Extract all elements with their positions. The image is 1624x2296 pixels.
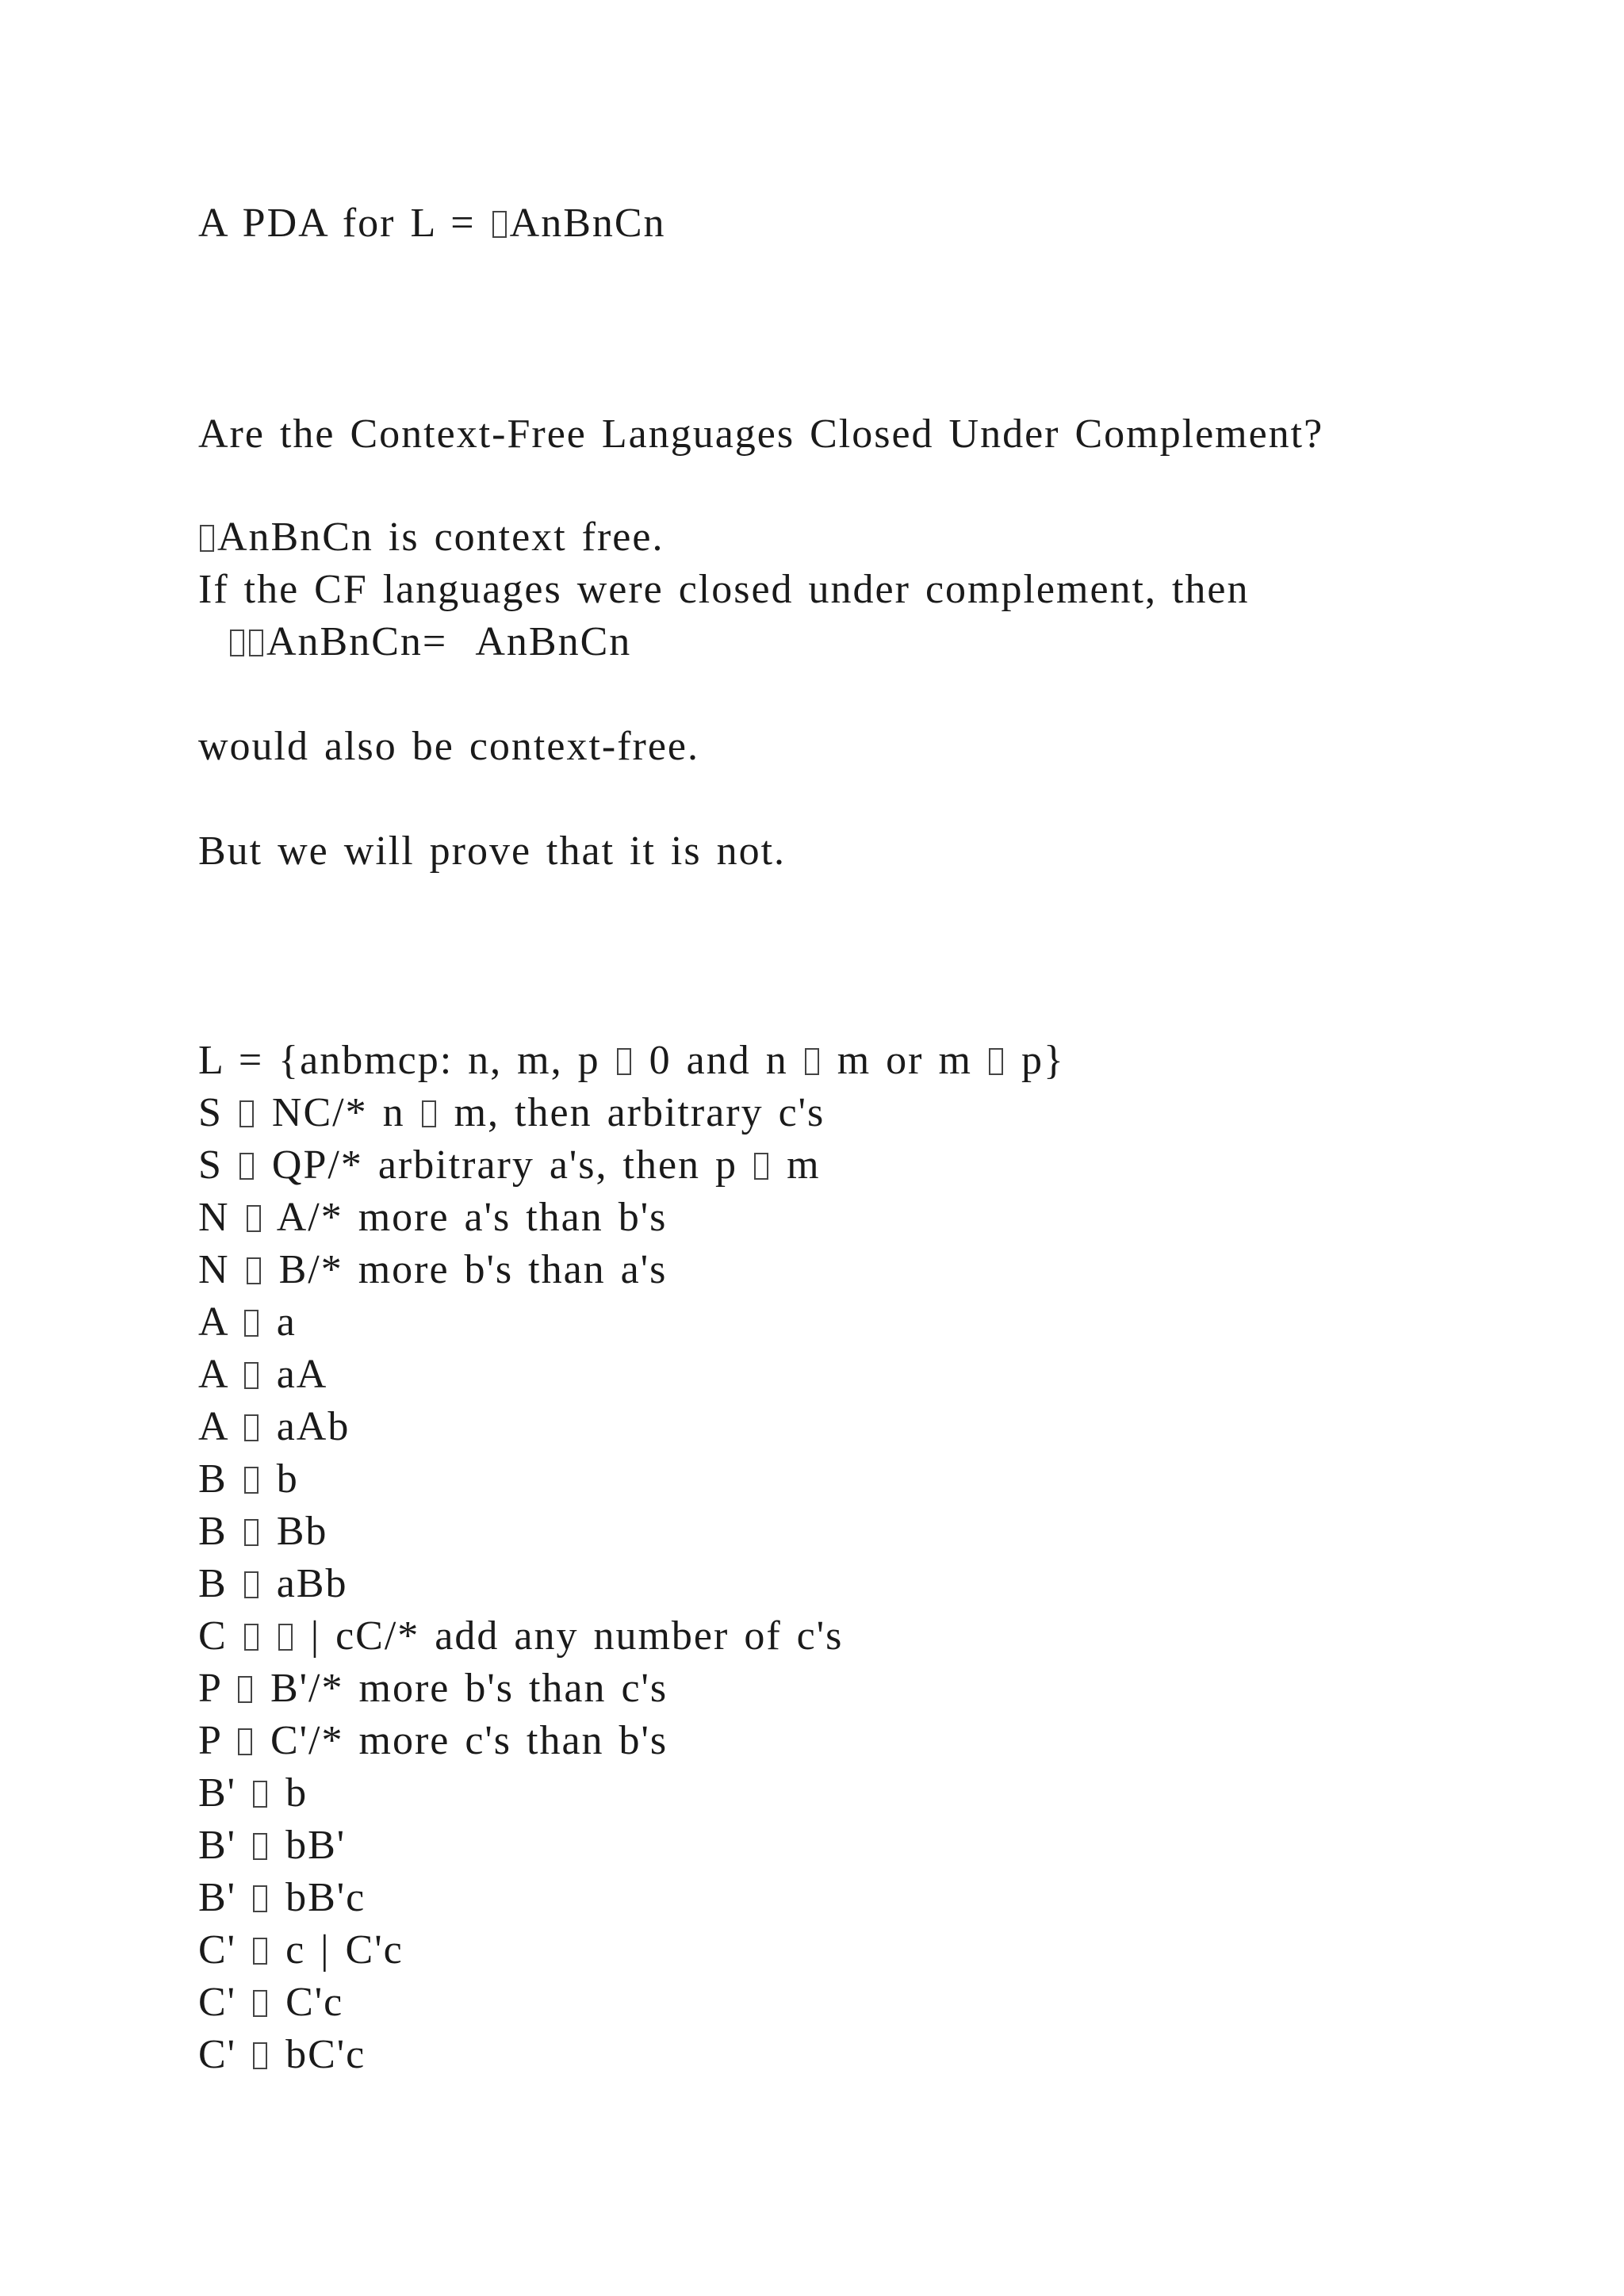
missing-glyph-box (244, 1624, 259, 1651)
missing-glyph-box (244, 1362, 259, 1389)
missing-glyph-box (244, 1571, 259, 1598)
missing-glyph-box (278, 1624, 293, 1651)
text-line: If the CF languages were closed under complement, then (198, 567, 1250, 612)
grammar-rule: B' b (198, 1770, 308, 1816)
missing-glyph-box (617, 1048, 631, 1075)
grammar-rule: A aAb (198, 1404, 350, 1449)
missing-glyph-box (253, 1833, 267, 1860)
page-title: A PDA for L = AnBnCn (198, 201, 666, 246)
grammar-rule: C | cC/* add any number of c's (198, 1613, 844, 1659)
missing-glyph-box (492, 211, 507, 238)
missing-glyph-box (200, 525, 214, 552)
grammar-rule: P C'/* more c's than b's (198, 1718, 668, 1763)
grammar-rule: B b (198, 1456, 299, 1502)
missing-glyph-box (238, 1728, 252, 1755)
missing-glyph-box (754, 1153, 768, 1180)
grammar-rule: P B'/* more b's than c's (198, 1666, 668, 1711)
grammar-rule: N B/* more b's than a's (198, 1247, 668, 1292)
grammar-rule: S NC/* n m, then arbitrary c's (198, 1090, 825, 1135)
grammar-rule: A aA (198, 1352, 328, 1397)
missing-glyph-box (244, 1467, 259, 1494)
missing-glyph-box (247, 1257, 261, 1284)
grammar-rule: C' bC'c (198, 2032, 366, 2077)
grammar-rule: N A/* more a's than b's (198, 1195, 668, 1240)
grammar-rule: B aBb (198, 1561, 348, 1606)
missing-glyph-box (253, 2042, 267, 2069)
missing-glyph-box (244, 1519, 259, 1546)
missing-glyph-box (253, 1938, 267, 1965)
missing-glyph-box (239, 1153, 254, 1180)
missing-glyph-box (247, 1205, 261, 1232)
missing-glyph-box (238, 1676, 252, 1703)
grammar-rule: C' C'c (198, 1980, 344, 2025)
missing-glyph-box (239, 1100, 254, 1127)
grammar-rule: C' c | C'c (198, 1927, 404, 1973)
text-line: AnBnCn is context free. (198, 517, 664, 558)
missing-glyph-box (244, 1414, 259, 1441)
section-heading: Are the Context-Free Languages Closed Under Complement? (198, 411, 1324, 457)
missing-glyph-box (805, 1048, 819, 1075)
missing-glyph-box (230, 629, 244, 656)
grammar-rule: A a (198, 1299, 297, 1345)
missing-glyph-box (249, 629, 263, 656)
grammar-rule: S QP/* arbitrary a's, then p m (198, 1142, 821, 1188)
text-line: But we will prove that it is not. (198, 828, 787, 874)
grammar-rule: B' bB' (198, 1823, 347, 1868)
grammar-rule: B Bb (198, 1509, 328, 1554)
missing-glyph-box (253, 1990, 267, 2017)
language-definition: L = {anbmcp: n, m, p 0 and n m or m p} (198, 1038, 1065, 1083)
missing-glyph-box (422, 1100, 436, 1127)
missing-glyph-box (253, 1781, 267, 1808)
missing-glyph-box (253, 1885, 267, 1912)
text-line: AnBnCn= AnBnCn (198, 622, 631, 663)
missing-glyph-box (989, 1048, 1003, 1075)
grammar-rule: B' bB'c (198, 1875, 366, 1920)
missing-glyph-box (244, 1310, 259, 1337)
text-line: would also be context-free. (198, 724, 700, 769)
